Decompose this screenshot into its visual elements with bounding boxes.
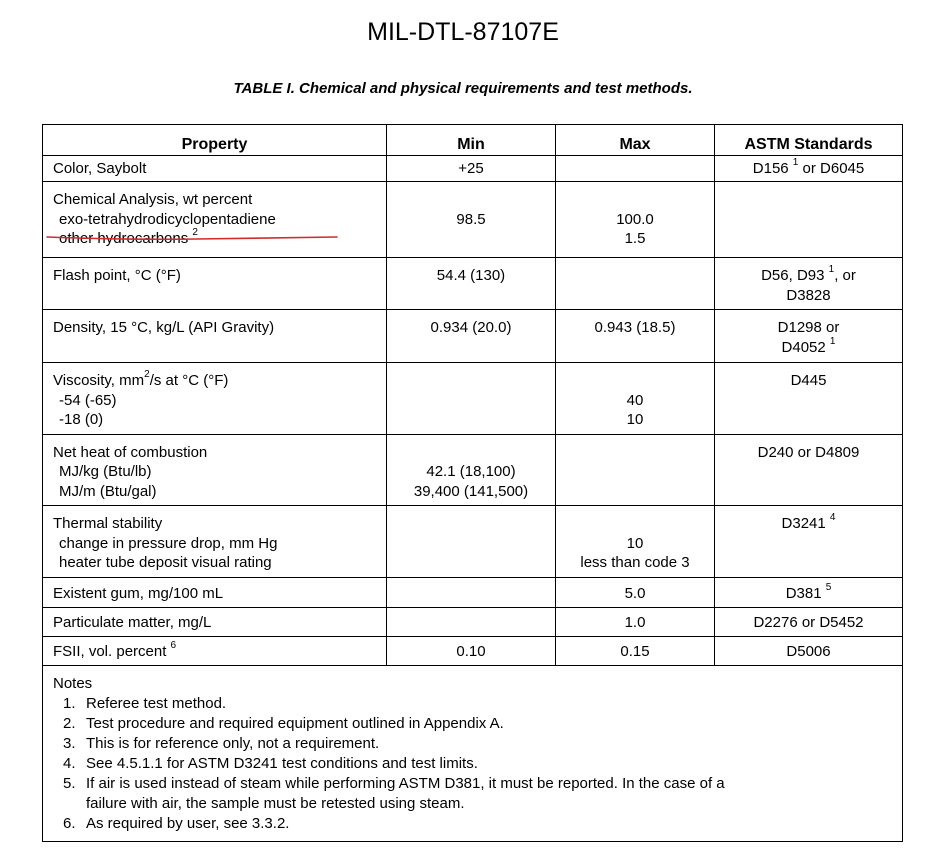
table-row	[43, 156, 903, 182]
table-caption: TABLE I. Chemical and physical requirements and test methods.	[233, 80, 693, 97]
row-color-max	[556, 156, 715, 182]
row-heat-astm: D240 or D4809	[715, 434, 903, 506]
list-item: 5. If air is used instead of steam while performing ASTM D381, it must be reported. In the case of a failure with air, the sample must be retested using steam.	[63, 774, 725, 812]
requirements-table	[42, 124, 903, 842]
row-fsii-astm: D5006	[715, 636, 903, 665]
row-flash-property: Flash point, °C (°F)	[43, 258, 387, 310]
row-fsii-max: 0.15	[556, 636, 715, 665]
row-thermal-min	[387, 506, 556, 578]
header-astm: ASTM Standards	[715, 125, 903, 156]
row-color-min: +25	[387, 156, 556, 182]
header-property: Property	[43, 125, 387, 156]
table-row	[43, 434, 903, 506]
row-particulate-max: 1.0	[556, 607, 715, 636]
row-flash-max	[556, 258, 715, 310]
row-gum-astm: D381 $^5$	[715, 577, 903, 607]
table-header-row	[43, 125, 903, 156]
list-item: 1. Referee test method.	[63, 694, 227, 712]
notes-list	[53, 694, 902, 834]
row-chemical-max: 100.0 1.5	[556, 182, 715, 258]
table-row	[43, 310, 903, 363]
table-row	[43, 577, 903, 607]
row-particulate-astm: D2276 or D5452	[715, 607, 903, 636]
table-row	[43, 258, 903, 310]
notes-row	[43, 665, 903, 841]
header-min: Min	[387, 125, 556, 156]
row-chemical-property: Chemical Analysis, wt percent exo-tetrahydrodicyclopentadiene other hydrocarbons $^2$	[43, 182, 387, 258]
table-row	[43, 607, 903, 636]
row-flash-astm: D56, D93 $^1$, or D3828	[715, 258, 903, 310]
list-item: 3. This is for reference only, not a requirement.	[63, 734, 380, 752]
row-viscosity-min	[387, 363, 556, 435]
row-thermal-astm: D3241 $^4$	[715, 506, 903, 578]
list-item: 6. As required by user, see 3.3.2.	[63, 814, 290, 832]
row-density-property: Density, 15 °C, kg/L (API Gravity)	[43, 310, 387, 363]
row-flash-min: 54.4 (130)	[387, 258, 556, 310]
row-thermal-max: 10 less than code 3	[556, 506, 715, 578]
list-item: 2. Test procedure and required equipment outlined in Appendix A.	[63, 714, 504, 732]
table-row	[43, 182, 903, 258]
row-density-max: 0.943 (18.5)	[556, 310, 715, 363]
row-color-property: Color, Saybolt	[43, 156, 387, 182]
row-viscosity-property: Viscosity, $mm^2/s$ at °C (°F) -54 (-65) -18 (0)	[43, 363, 387, 435]
row-density-astm: D1298 or D4052 $^1$	[715, 310, 903, 363]
row-fsii-min: 0.10	[387, 636, 556, 665]
row-gum-min	[387, 577, 556, 607]
row-chemical-min: 98.5	[387, 182, 556, 258]
document-title: MIL-DTL-87107E	[367, 18, 559, 46]
row-heat-max	[556, 434, 715, 506]
row-gum-max: 5.0	[556, 577, 715, 607]
row-viscosity-max: 40 10	[556, 363, 715, 435]
row-particulate-property: Particulate matter, mg/L	[43, 607, 387, 636]
row-particulate-min	[387, 607, 556, 636]
row-viscosity-astm: D445	[715, 363, 903, 435]
table-row	[43, 363, 903, 435]
row-heat-min: 42.1 (18,100) 39,400 (141,500)	[387, 434, 556, 506]
row-heat-property: Net heat of combustion MJ/kg (Btu/lb) MJ/m (Btu/gal)	[43, 434, 387, 506]
red-underline-annotation	[46, 234, 338, 242]
row-chemical-astm	[715, 182, 903, 258]
table-row	[43, 636, 903, 665]
notes-section	[43, 665, 903, 841]
row-thermal-property: Thermal stability change in pressure drop, mm Hg heater tube deposit visual rating	[43, 506, 387, 578]
row-color-astm: D156 $^1$ or D6045	[715, 156, 903, 182]
notes-heading: Notes	[53, 674, 93, 692]
row-fsii-property: FSII, vol. percent $^6$	[43, 636, 387, 665]
table-row	[43, 506, 903, 578]
header-max: Max	[556, 125, 715, 156]
row-density-min: 0.934 (20.0)	[387, 310, 556, 363]
list-item: 4. See 4.5.1.1 for ASTM D3241 test conditions and test limits.	[63, 754, 478, 772]
row-gum-property: Existent gum, mg/100 mL	[43, 577, 387, 607]
